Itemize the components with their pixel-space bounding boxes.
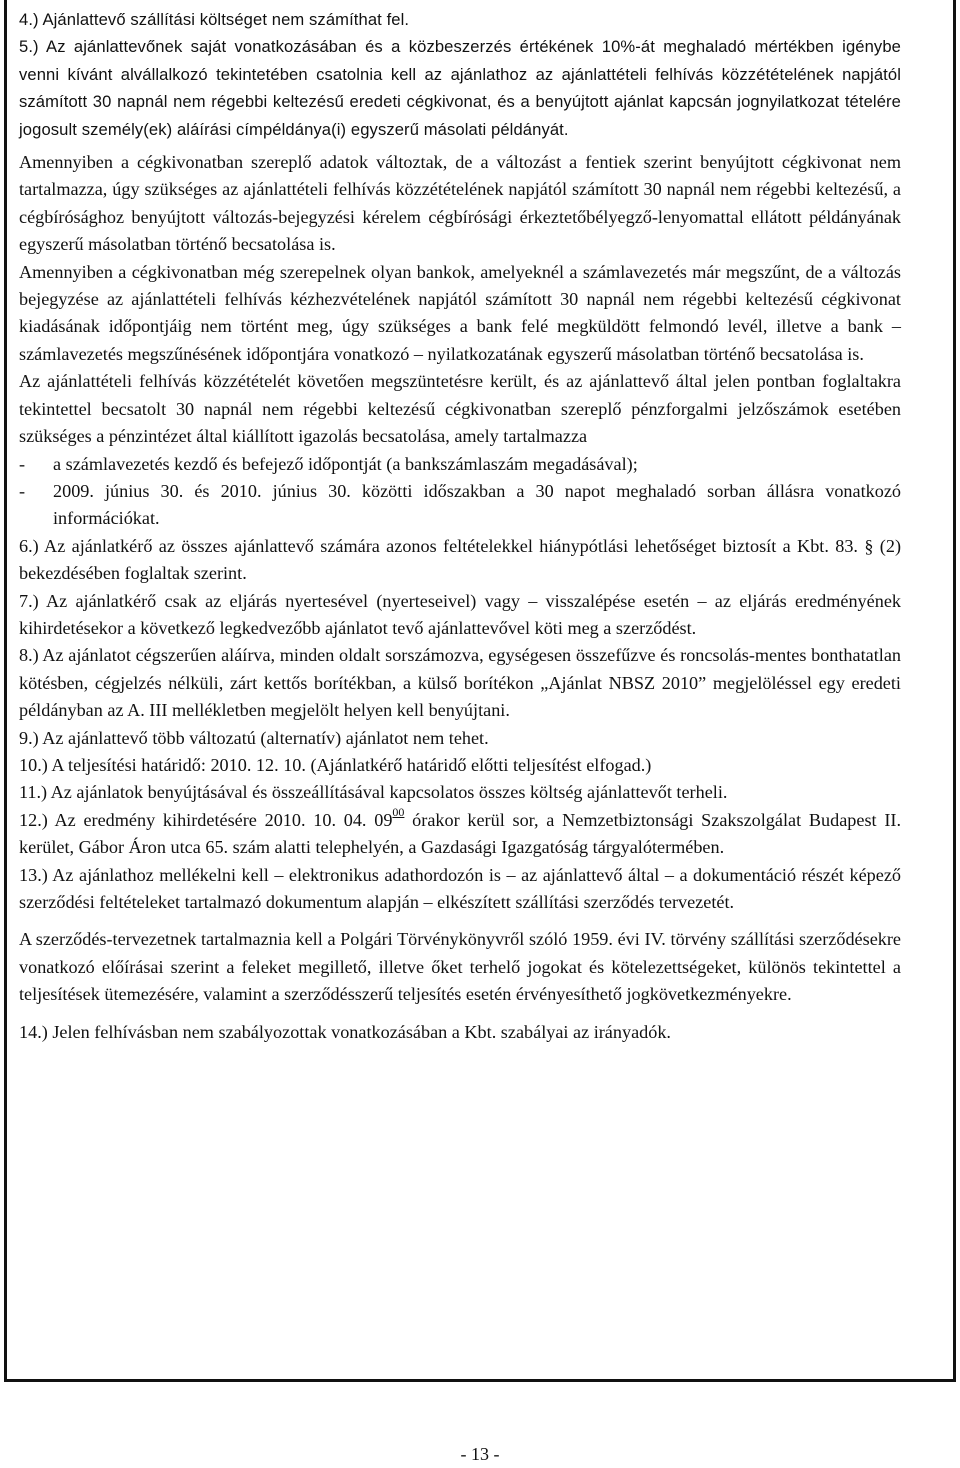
list-item-text: 2009. június 30. és 2010. június 30. közötti időszakban a 30 napot meghaladó sorban állásra vonatkozó információkat.	[53, 480, 901, 529]
item-5-changed-data: Amennyiben a cégkivonatban szereplő adatok változtak, de a változást a fentiek szerint benyújtott cégkivonat nem tartalmazza, úgy szükséges az ajánlattételi felhívás közzétételének napjától számított 30 napnál nem régebbi keltezésű, a cégbírósághoz benyújtott változás-bejegyzési kérelem cégbírósági érkeztetőbélyegző-lenyomattal ellátott példányának egyszerű másolatban történő becsatolása is.	[19, 152, 901, 255]
item-7-contract-winner: 7.) Az ajánlatkérő csak az eljárás nyertesével (nyerteseivel) vagy – visszalépése esetén – az eljárás eredményének kihirdetésekor a következő legkedvezőbb ajánlatot tevő ajánlattevővel köti meg a szerződést.	[19, 590, 901, 638]
list-item	[19, 451, 901, 478]
item-13-contract-draft: 13.) Az ajánlathoz mellékelni kell – elektronikus adathordozón is – az ajánlattevő által – a dokumentáció részét képező szerződési feltételeket tartalmazó dokumentum alapján – elkészített szállítási szerződés tervezetét.	[19, 864, 901, 912]
dash-bullet: -	[19, 453, 26, 474]
item-8-submission-format: 8.) Az ajánlatot cégszerűen aláírva, minden oldalt sorszámozva, egységesen összefűzve és roncsolás-mentes bonthatatlan kötésben, cégjelzés nélküli, zárt kettős borítékban, a külső borítékon „Ajánlat NBSZ 2010” megjelöléssel egy eredeti példányban az A. III mellékletben megjelölt helyen kell benyújtani.	[19, 645, 901, 721]
item-12-text-start: 12.) Az eredmény kihirdetésére 2010. 10. 04. 09	[19, 809, 393, 830]
page-number: - 13 -	[460, 1444, 500, 1464]
list-item-text: a számlavezetés kezdő és befejező időpontját (a bankszámlaszám megadásával);	[53, 453, 638, 474]
item-9-no-alternative: 9.) Az ajánlattevő több változatú (alternatív) ajánlatot nem tehet.	[19, 727, 489, 748]
time-minutes-superscript: 00	[392, 804, 405, 819]
item-14-applicable-rules: 14.) Jelen felhívásban nem szabályozottak vonatkozásában a Kbt. szabályai az irányadók.	[19, 1021, 671, 1042]
item-12-text-end: órakor kerül sor, a Nemzetbiztonsági Szakszolgálat Budapest II. kerület, Gábor Áron utca 65. szám alatti telephelyén, a Gazdasági Igazgatóság tárgyalótermében.	[19, 809, 901, 858]
item-6-deficiency-remedy: 6.) Az ajánlatkérő az összes ajánlattevő számára azonos feltételekkel hiánypótlási lehetőséget biztosít a Kbt. 83. § (2) bekezdésében foglaltak szerint.	[19, 535, 901, 584]
dash-bullet: -	[19, 480, 26, 501]
item-5-company-extract: 5.) Az ajánlattevőnek saját vonatkozásában és a közbeszerzés értékének 10%-át meghaladó mértékben igénybe venni kívánt alvállalkozó tekintetében csatolnia kell az ajánlathoz az ajánlattételi felhívás közzétételének napjától számított 30 napnál nem régebbi keltezésű eredeti cégkivonat, és a benyújtott ajánlat kapcsán jognyilatkozat tételére jogosult személy(ek) aláírási címpéldánya(i) egyszerű másolati példányát.	[19, 37, 901, 139]
item-11-costs: 11.) Az ajánlatok benyújtásával és összeállításával kapcsolatos összes költség ajánlattevőt terheli.	[19, 782, 728, 803]
item-5-terminated-accounts: Az ajánlattételi felhívás közzétételét követően megszüntetésre került, és az ajánlattevő által jelen pontban foglaltakra tekintettel becsatolt 30 napnál nem régebbi keltezésű cégkivonatban szereplő pénzforgalmi jelzőszámok esetében szükséges a pénzintézet által kiállított igazolás becsatolása, amely tartalmazza	[19, 371, 901, 447]
item-13-draft-content: A szerződés-tervezetnek tartalmaznia kell a Polgári Törvénykönyvről szóló 1959. évi IV. törvény szállítási szerződésekre vonatkozó előírásai szerint a feleket megillető, illetve őket terhelő jogokat és kötelezettségeket, különös tekintettel a teljesítések ütemezésére, valamint a szerződésszerű teljesítés esetén érvényesíthető jogkövetkezményekre.	[19, 929, 901, 1005]
item-5-closed-accounts: Amennyiben a cégkivonatban még szerepelnek olyan bankok, amelyeknél a számlavezetés már megszűnt, de a változás bejegyzése az ajánlattételi felhívás kézhezvételének napjától számított 30 napnál nem régebbi keltezésű cégkivonat kiadásának időpontjáig nem történt meg, úgy szükséges a bank felé megküldött felmondó levél, illetve a bank – számlavezetés megszűnésének időpontjára vonatkozó – nyilatkozatának egyszerű másolatban történő becsatolása is.	[19, 261, 901, 364]
item-10-deadline: 10.) A teljesítési határidő: 2010. 12. 10. (Ajánlatkérő határidő előtti teljesítést elfogad.)	[19, 754, 652, 775]
document-body	[19, 6, 901, 1046]
item-12-announcement	[19, 804, 901, 862]
item-4-shipping-cost: 4.) Ajánlattevő szállítási költséget nem számíthat fel.	[19, 10, 410, 29]
list-item	[19, 478, 901, 533]
